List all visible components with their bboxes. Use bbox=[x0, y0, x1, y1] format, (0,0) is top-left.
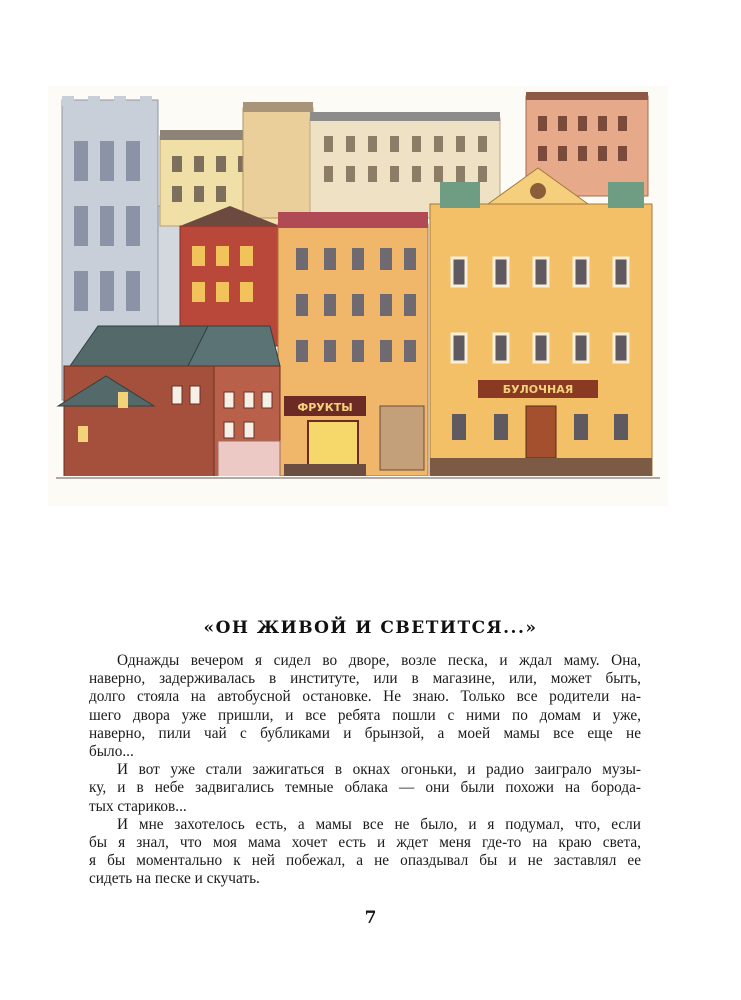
chapter-title: «ОН ЖИВОЙ И СВЕТИТСЯ...» bbox=[203, 618, 538, 638]
text-line: И мне захотелось есть, а мамы все не было, и я подумал, что, если bbox=[117, 815, 641, 833]
red-brick-building bbox=[180, 206, 280, 346]
paragraph-3 bbox=[89, 816, 641, 889]
text-line: долго стояла на автобусной остановке. Не знаю. Только все родители на- bbox=[89, 688, 641, 706]
text-line: Однажды вечером я сидел во дворе, возле песка, и ждал маму. Она, bbox=[117, 652, 641, 669]
text-line: сидеть на песке и скучать. bbox=[89, 870, 260, 888]
fruit-sign: ФРУКТЫ bbox=[297, 401, 353, 414]
paragraph-1 bbox=[89, 652, 641, 761]
text-line: шего двора уже пришли, и все ребята пошли с ними по домам и уже, bbox=[89, 706, 641, 724]
text-line: бы я знал, что моя мама хочет есть и ждет меня где-то на краю света, bbox=[89, 834, 641, 852]
fruit-shop-building bbox=[278, 212, 428, 476]
page-number: 7 bbox=[364, 908, 377, 928]
bakery-building bbox=[430, 168, 652, 476]
text-line: я бы моментально к ней побежал, а не опаздывал бы и не заставлял ее bbox=[89, 852, 641, 870]
story-text bbox=[89, 652, 641, 889]
text-line: ку, и в небе задвигались темные облака — они были похожи на борода- bbox=[89, 779, 641, 797]
street-illustration bbox=[48, 86, 668, 506]
green-roof-house bbox=[58, 326, 280, 478]
paragraph-2 bbox=[89, 761, 641, 816]
text-line: тых стариков... bbox=[89, 797, 187, 815]
bakery-sign: БУЛОЧНАЯ bbox=[502, 383, 574, 396]
text-line: было... bbox=[89, 743, 134, 761]
text-line: наверно, пили чай с бубликами и брынзой, а моей мамы все еще не bbox=[89, 724, 641, 742]
text-line: наверно, задерживалась в институте, или в магазине, или, может быть, bbox=[89, 670, 641, 688]
text-line: И вот уже стали зажигаться в окнах огоньки, и радио заиграло музы- bbox=[117, 761, 641, 779]
